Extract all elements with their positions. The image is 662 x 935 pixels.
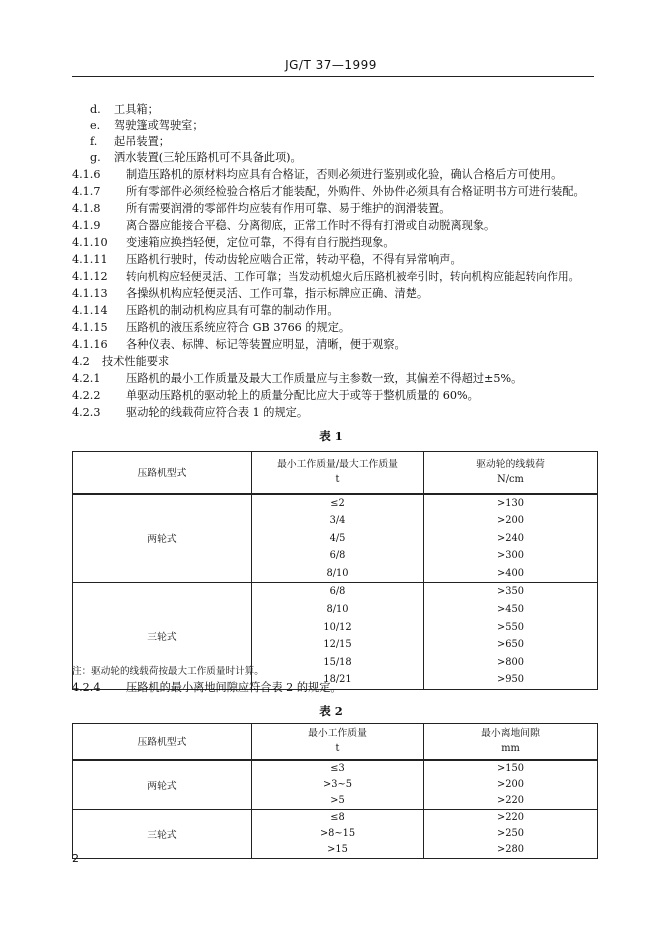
clause-line: 4.1.6 制造压路机的原材料均应具有合格证，否则必须进行鉴别或化验，确认合格后方可使用。	[72, 168, 563, 181]
clause-line: 4.1.8 所有需要润滑的零部件均应装有作用可靠、易于维护的润滑装置。	[72, 202, 451, 215]
table2-type-three-wheel: 三轮式	[73, 809, 252, 858]
table1-header-type: 压路机型式	[73, 452, 252, 494]
page-number: 2	[72, 852, 79, 865]
header-rule	[72, 76, 594, 77]
page-header: JG/T 37—1999	[285, 58, 377, 72]
table2-header-clearance: 最小离地间隙 mm	[424, 724, 598, 760]
table1-type-three-wheel: 三轮式	[73, 583, 252, 690]
table1-mass-cell: ≤2 3/4 4/5 6/8 8/10	[252, 494, 424, 583]
table2-header-type: 压路机型式	[73, 724, 252, 760]
clause-line: 4.1.15 压路机的液压系统应符合 GB 3766 的规定。	[72, 321, 351, 334]
clause-line: 4.2.3 驱动轮的线载荷应符合表 1 的规定。	[72, 406, 309, 419]
table1-header-mass: 最小工作质量/最大工作质量 t	[252, 452, 424, 494]
section-heading: 4.2 技术性能要求	[72, 355, 170, 368]
table1	[72, 451, 598, 690]
table2-caption: 表 2	[319, 704, 343, 718]
table2	[72, 723, 598, 859]
table1-type-two-wheel: 两轮式	[73, 494, 252, 583]
table2-clearance-cell: >220 >250 >280	[424, 809, 598, 858]
clause-line: 4.1.13 各操纵机构应轻便灵活、工作可靠，指示标牌应正确、清楚。	[72, 287, 429, 300]
list-item: g. 洒水装置(三轮压路机可不具备此项)。	[90, 151, 302, 164]
clause-line: 4.1.7 所有零部件必须经检验合格后才能装配，外购件、外协件必须具有合格证明书方可进行装配。	[72, 185, 585, 198]
table1-header-load: 驱动轮的线载荷 N/cm	[424, 452, 598, 494]
table2-mass-cell: ≤8 >8~15 >15	[252, 809, 424, 858]
clause-line: 4.1.9 离合器应能接合平稳、分离彻底，正常工作时不得有打滑或自动脱离现象。	[72, 219, 496, 232]
table2-type-two-wheel: 两轮式	[73, 760, 252, 810]
table2-header-mass: 最小工作质量 t	[252, 724, 424, 760]
clause-line: 4.1.11 压路机行驶时，传动齿轮应啮合正常，转动平稳，不得有异常响声。	[72, 253, 462, 266]
clause-line: 4.2.4 压路机的最小离地间隙应符合表 2 的规定。	[72, 681, 342, 694]
table1-note: 注：驱动轮的线载荷按最大工作质量时计算。	[72, 666, 264, 677]
clause-line: 4.2.1 压路机的最小工作质量及最大工作质量应与主参数一致，其偏差不得超过±5%。	[72, 372, 523, 385]
table1-caption: 表 1	[319, 429, 343, 443]
table1-mass-cell: 6/8 8/10 10/12 12/15 15/18 18/21	[252, 583, 424, 690]
clause-line: 4.1.12 转向机构应轻便灵活、工作可靠；当发动机熄火后压路机被牵引时，转向机构应能起转向作用。	[72, 270, 580, 283]
clause-line: 4.1.14 压路机的制动机构应具有可靠的制动作用。	[72, 304, 339, 317]
clause-line: 4.1.16 各种仪表、标牌、标记等装置应明显，清晰，便于观察。	[72, 338, 406, 351]
clause-line: 4.1.10 变速箱应换挡轻便，定位可靠，不得有自行脱挡现象。	[72, 236, 395, 249]
list-item: d. 工具箱；	[90, 103, 159, 116]
table1-load-cell: >130 >200 >240 >300 >400	[424, 494, 598, 583]
table2-mass-cell: ≤3 >3~5 >5	[252, 760, 424, 810]
table1-load-cell: >350 >450 >550 >650 >800 >950	[424, 583, 598, 690]
list-item: f. 起吊装置；	[90, 135, 170, 148]
table2-clearance-cell: >150 >200 >220	[424, 760, 598, 810]
list-item: e. 驾驶篷或驾驶室；	[90, 119, 204, 132]
clause-line: 4.2.2 单驱动压路机的驱动轮上的质量分配比应大于或等于整机质量的 60%。	[72, 389, 479, 402]
